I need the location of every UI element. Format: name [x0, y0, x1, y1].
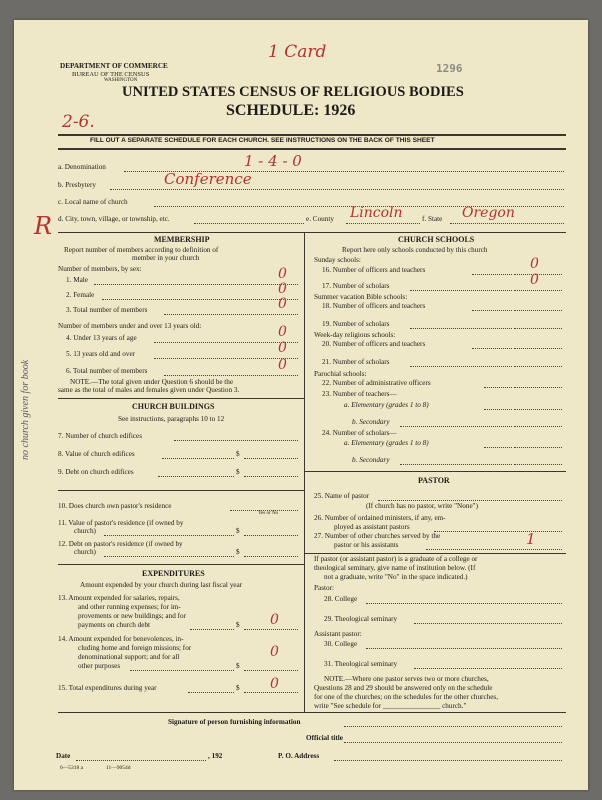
- q26-label-a: 26. Number of ordained ministers, if any, em-: [314, 514, 446, 522]
- pastor-title: PASTOR: [418, 476, 450, 485]
- q23a-label: a. Elementary (grades 1 to 8): [344, 401, 429, 409]
- q16-value: 0: [530, 256, 539, 272]
- q22-line: [514, 387, 562, 388]
- q21-line: [514, 366, 562, 367]
- q3-line: [164, 314, 298, 315]
- pastor-note1: NOTE.—Where one pastor serves two or more churches,: [324, 675, 489, 683]
- yes-no-hint: Yes or No: [258, 511, 279, 516]
- q9-label: 9. Debt on church edifices: [58, 468, 134, 476]
- buildings-title: CHURCH BUILDINGS: [132, 402, 215, 411]
- q26-line: [434, 531, 562, 532]
- sunday-schools: Sunday schools:: [314, 256, 361, 264]
- state-label: f. State: [422, 215, 443, 223]
- city-label-field: d. City, town, village, or township, etc.: [58, 215, 170, 223]
- q22-label: 22. Number of administrative officers: [322, 379, 431, 387]
- q23a-line: [514, 409, 562, 410]
- q25-hint: (If church has no pastor, write "None"): [366, 502, 478, 510]
- stamp-number: 1296: [436, 62, 463, 75]
- q28-label: 28. College: [324, 595, 358, 603]
- q9-leader: [158, 476, 234, 477]
- membership-note1: NOTE.—The total given under Question 6 should be the: [70, 378, 234, 386]
- form-number-1: 6—5318 a: [60, 765, 84, 771]
- membership-sub2: member in your church: [132, 254, 200, 262]
- presbytery-line[interactable]: [110, 189, 564, 190]
- q6-line: [164, 375, 298, 376]
- q11-dollar: $: [236, 527, 240, 535]
- q1-male-label: 1. Male: [66, 276, 88, 284]
- q8-leader: [162, 458, 234, 459]
- q11-label-a: 11. Value of pastor's residence (if owned by: [58, 519, 184, 527]
- q14-value: 0: [270, 644, 279, 660]
- q31-line: [414, 668, 562, 669]
- q13-line2: and other running expenses; for im-: [78, 603, 181, 611]
- q15-leader: [188, 692, 234, 693]
- q15-dollar: $: [236, 684, 240, 692]
- q24-label: 24. Number of scholars—: [322, 429, 397, 437]
- q20-line: [514, 348, 562, 349]
- denomination-value: 1 - 4 - 0: [244, 152, 302, 170]
- form-title: UNITED STATES CENSUS OF RELIGIOUS BODIES: [122, 84, 464, 100]
- address-label: P. O. Address: [278, 752, 320, 760]
- q27-label-a: 27. Number of other churches served by the: [314, 532, 441, 540]
- pastor-sub: Pastor:: [314, 584, 334, 592]
- buildings-sub: See instructions, paragraphs 10 to 12: [118, 415, 225, 423]
- bureau-label: BUREAU OF THE CENSUS: [72, 71, 150, 78]
- assistant-sub: Assistant pastor:: [314, 630, 362, 638]
- q8-line: [244, 458, 298, 459]
- q5-value: 0: [278, 340, 287, 356]
- parochial-schools: Parochial schools:: [314, 370, 367, 378]
- q29-label: 29. Theological seminary: [324, 615, 398, 623]
- q16-label: 16. Number of officers and teachers: [322, 266, 426, 274]
- q13-line3: provements or new buildings; and for: [78, 612, 186, 620]
- q19-label: 19. Number of scholars: [322, 320, 390, 328]
- date-label: Date: [56, 752, 71, 760]
- q14-line1: 14. Amount expended for benevolences, in-: [58, 635, 184, 643]
- q3-value: 0: [278, 296, 287, 312]
- q12-leader: [104, 556, 234, 557]
- q13-line1: 13. Amount expended for salaries, repairs,: [58, 594, 180, 602]
- q17-line: [514, 290, 562, 291]
- expenditures-sub: Amount expended by your church during last fiscal year: [80, 581, 243, 589]
- official-title-line[interactable]: [344, 742, 562, 743]
- dept-label: DEPARTMENT OF COMMERCE: [60, 62, 168, 70]
- q17-label: 17. Number of scholars: [322, 282, 390, 290]
- q19-line: [514, 328, 562, 329]
- q25-line: [378, 500, 562, 501]
- q15-value: 0: [270, 676, 279, 692]
- q23b-line: [514, 426, 562, 427]
- margin-handwritten-note: no church given for book: [20, 359, 31, 460]
- q22-leader: [484, 387, 512, 388]
- q11-label-b: church): [74, 527, 96, 535]
- graduate-note3: not a graduate, write "No" in the space indicated.): [324, 573, 468, 581]
- q28-line: [366, 603, 562, 604]
- q4-line: [154, 342, 298, 343]
- handwritten-r-mark: R: [34, 212, 53, 240]
- members-by-sex: Number of members, by sex:: [58, 265, 142, 273]
- q27-value: 1: [526, 530, 536, 548]
- q7-label: 7. Number of church edifices: [58, 432, 143, 440]
- q29-line: [414, 623, 562, 624]
- presbytery-value: Conference: [164, 170, 252, 188]
- q25-label: 25. Name of pastor: [314, 492, 370, 500]
- q1-value: 0: [278, 266, 287, 282]
- q12-label-b: church): [74, 548, 96, 556]
- q11-leader: [104, 535, 234, 536]
- signature-line[interactable]: [344, 726, 562, 727]
- membership-title: MEMBERSHIP: [154, 235, 210, 244]
- q11-line: [244, 535, 298, 536]
- address-line[interactable]: [334, 760, 562, 761]
- q8-dollar: $: [236, 450, 240, 458]
- census-form-sheet: [14, 20, 588, 790]
- schedule-title: SCHEDULE: 1926: [226, 102, 356, 119]
- q23-label: 23. Number of teachers—: [322, 390, 397, 398]
- city-line[interactable]: [194, 223, 304, 224]
- weekday-schools: Week-day religious schools:: [314, 331, 396, 339]
- q3-total-label: 3. Total number of members: [66, 306, 148, 314]
- local-name-label: c. Local name of church: [58, 198, 128, 206]
- q26-label-b: ployed as assistant pastors: [334, 523, 410, 531]
- q12-line: [244, 556, 298, 557]
- q14-line2: cluding home and foreign missions; for: [78, 644, 192, 652]
- expenditures-title: EXPENDITURES: [142, 569, 205, 578]
- q21-leader: [410, 366, 512, 367]
- state-value: Oregon: [462, 205, 515, 221]
- q4-value: 0: [278, 324, 287, 340]
- q2-female-label: 2. Female: [66, 291, 95, 299]
- q15-line: [244, 692, 298, 693]
- graduate-note1: If pastor (or assistant pastor) is a graduate of a college or: [314, 555, 478, 563]
- county-value: Lincoln: [350, 205, 403, 221]
- q30-line: [366, 648, 562, 649]
- q6-value: 0: [278, 357, 287, 373]
- q4-under13-label: 4. Under 13 years of age: [66, 334, 137, 342]
- pastor-note4: write "See schedule for ________________ church.": [314, 702, 467, 710]
- q20-leader: [472, 348, 512, 349]
- form-number-2: 11—9054d: [106, 765, 131, 771]
- graduate-note2: theological seminary, give name of institution below. (If: [314, 564, 476, 572]
- q2-value: 0: [278, 281, 287, 297]
- q16-leader: [472, 274, 512, 275]
- q13-line: [244, 629, 298, 630]
- q15-label: 15. Total expenditures during year: [58, 684, 157, 692]
- q9-line: [244, 476, 298, 477]
- q24b-leader: [400, 464, 512, 465]
- q18-line: [514, 310, 562, 311]
- q13-leader: [190, 629, 234, 630]
- q7-line: [174, 440, 298, 441]
- signature-label: Signature of person furnishing information: [168, 718, 301, 726]
- q5-over13-label: 5. 13 years old and over: [66, 350, 136, 358]
- q24a-label: a. Elementary (grades 1 to 8): [344, 439, 429, 447]
- q14-line: [244, 670, 298, 671]
- q17-leader: [410, 290, 512, 291]
- q8-label: 8. Value of church edifices: [58, 450, 135, 458]
- q14-line4: other purposes: [78, 662, 121, 670]
- denomination-label: a. Denomination: [58, 163, 106, 171]
- q23a-leader: [484, 409, 512, 410]
- q23b-leader: [400, 426, 512, 427]
- date-line[interactable]: [76, 760, 206, 761]
- handwritten-code: 2-6.: [62, 112, 95, 132]
- schools-title: CHURCH SCHOOLS: [398, 235, 475, 244]
- q13-line4: payments on church debt: [78, 621, 151, 629]
- q13-value: 0: [270, 612, 279, 628]
- q21-label: 21. Number of scholars: [322, 358, 390, 366]
- presbytery-label: b. Presbytery: [58, 181, 96, 189]
- q1-line: [94, 284, 298, 285]
- q20-label: 20. Number of officers and teachers: [322, 340, 426, 348]
- q5-line: [154, 358, 298, 359]
- summer-schools: Summer vacation Bible schools:: [314, 293, 408, 301]
- q18-leader: [472, 310, 512, 311]
- q18-label: 18. Number of officers and teachers: [322, 302, 426, 310]
- q12-dollar: $: [236, 548, 240, 556]
- q6-total-label: 6. Total number of members: [66, 367, 148, 375]
- q14-leader: [130, 670, 234, 671]
- state-line[interactable]: [450, 223, 564, 224]
- pastor-note3: for one of the churches; on the schedules for the other churches,: [314, 693, 499, 701]
- q10-label: 10. Does church own pastor's residence: [58, 502, 172, 510]
- county-line[interactable]: [346, 223, 420, 224]
- q19-leader: [410, 328, 512, 329]
- membership-sub1: Report number of members according to definition of: [64, 246, 219, 254]
- year-label: , 192: [208, 752, 223, 760]
- q12-label-a: 12. Debt on pastor's residence (if owned by: [58, 540, 183, 548]
- q31-label: 31. Theological seminary: [324, 660, 398, 668]
- q9-dollar: $: [236, 468, 240, 476]
- q24a-leader: [484, 447, 512, 448]
- q30-label: 30. College: [324, 640, 358, 648]
- official-title-label: Official title: [306, 734, 343, 742]
- q13-dollar: $: [236, 621, 240, 629]
- q24b-label: b. Secondary: [352, 456, 390, 464]
- q23b-label: b. Secondary: [352, 418, 390, 426]
- schools-sub: Report here only schools conducted by this church: [342, 246, 488, 254]
- q27-label-b: pastor or his assistants: [334, 541, 399, 549]
- q24b-line: [514, 464, 562, 465]
- age-intro: Number of members under and over 13 years old:: [58, 322, 202, 330]
- pastor-note2: Questions 28 and 29 should be answered only on the schedule: [314, 684, 493, 692]
- q17-value: 0: [530, 272, 539, 288]
- instruction-line: FILL OUT A SEPARATE SCHEDULE FOR EACH CHURCH. SEE INSTRUCTIONS ON THE BACK OF THIS SHEET: [90, 137, 435, 144]
- q2-line: [102, 299, 298, 300]
- membership-note2: same as the total of males and females given under Question 3.: [58, 386, 240, 394]
- q14-line3: denominational support; and for all: [78, 653, 180, 661]
- county-label: e. County: [306, 215, 334, 223]
- q14-dollar: $: [236, 662, 240, 670]
- q24a-line: [514, 447, 562, 448]
- q27-line: [426, 549, 562, 550]
- city-label: WASHINGTON: [104, 78, 138, 83]
- handwritten-card-note: 1 Card: [268, 42, 327, 62]
